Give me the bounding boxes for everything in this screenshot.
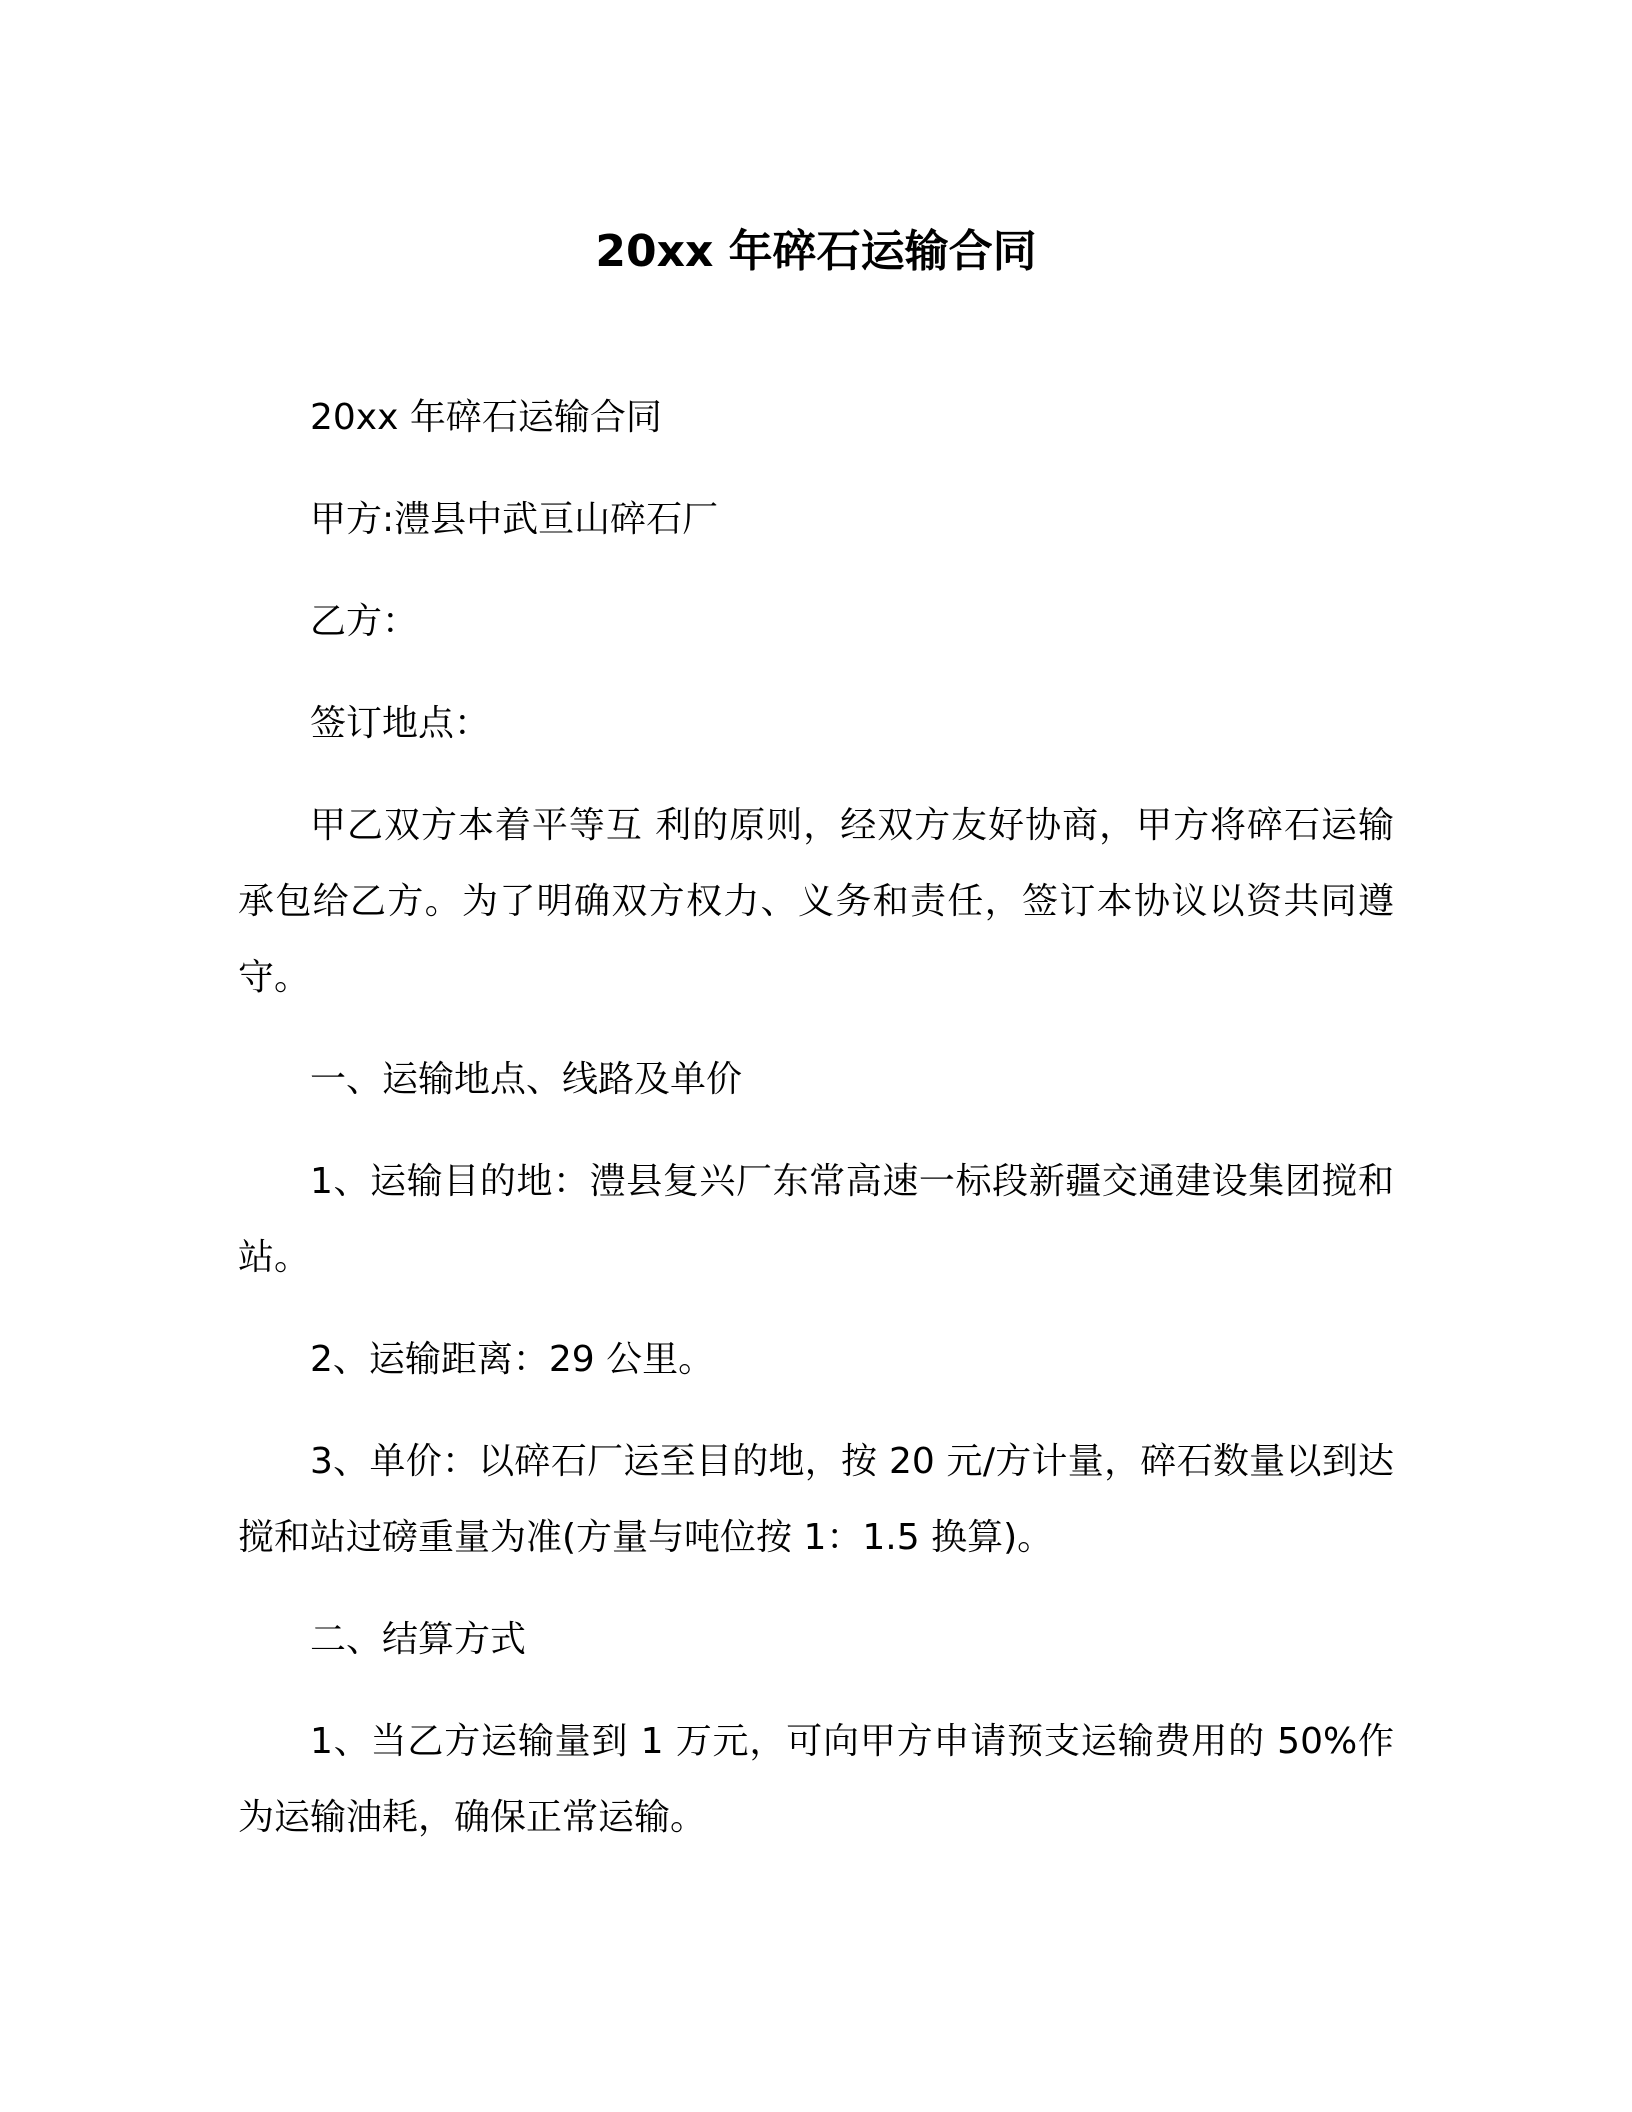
paragraph-subtitle: 20xx 年碎石运输合同	[310, 397, 662, 438]
document-title: 20xx 年碎石运输合同	[595, 226, 1037, 277]
paragraph-advance-payment: 1、当乙方运输量到 1 万元，可向甲方申请预支运输费用的 50%作为运输油耗，确保正常运输。	[238, 1721, 1394, 1838]
section-heading-transport: 一、运输地点、线路及单价	[310, 1059, 743, 1100]
paragraph-party-b: 乙方：	[310, 601, 419, 642]
paragraph-preamble: 甲乙双方本着平等互 利的原则，经双方友好协商，甲方将碎石运输承包给乙方。为了明确双方权力、义务和责任，签订本协议以资共同遵守。	[238, 805, 1394, 998]
document-body	[238, 380, 1394, 1882]
paragraph-unit-price: 3、单价：以碎石厂运至目的地，按 20 元/方计量，碎石数量以到达搅和站过磅重量为准(方量与吨位按 1：1.5 换算)。	[238, 1441, 1394, 1558]
paragraph-distance: 2、运输距离：29 公里。	[310, 1339, 715, 1380]
paragraph-party-a: 甲方:澧县中武亘山碎石厂	[310, 499, 719, 540]
section-heading-settlement: 二、结算方式	[310, 1619, 527, 1660]
paragraph-destination: 1、运输目的地：澧县复兴厂东常高速一标段新疆交通建设集团搅和站。	[238, 1161, 1394, 1278]
paragraph-signing-location: 签订地点：	[310, 703, 491, 744]
